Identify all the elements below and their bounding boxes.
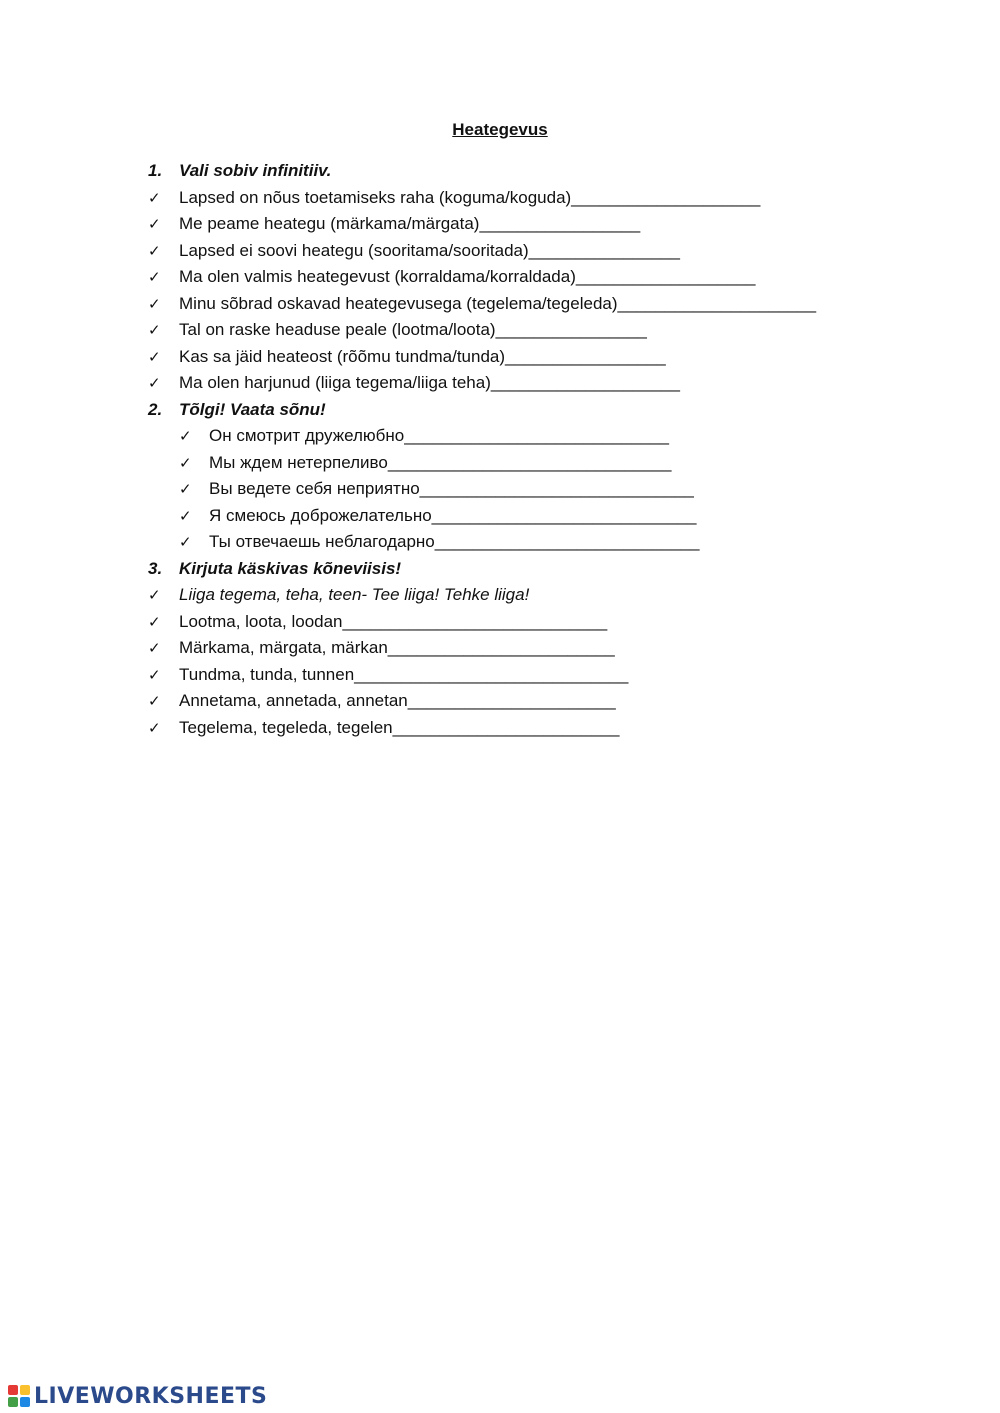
check-icon: ✓ bbox=[148, 639, 161, 657]
check-icon: ✓ bbox=[148, 692, 161, 710]
check-icon: ✓ bbox=[148, 268, 161, 286]
list-item bbox=[148, 370, 928, 397]
check-icon: ✓ bbox=[179, 453, 192, 472]
example-text: Liiga tegema, teha, teen- Tee liiga! Tehke liiga! bbox=[179, 585, 530, 604]
exercise-text: Minu sõbrad oskavad heategevusega (tegelema/tegeleda)_____________________ bbox=[179, 293, 817, 313]
exercise-text: Мы ждем нетерпеливо______________________________ bbox=[209, 452, 672, 472]
section-heading-text: Kirjuta käskivas kõneviisis! bbox=[179, 558, 402, 578]
section-number: 1. bbox=[148, 161, 163, 180]
list-item bbox=[148, 211, 928, 238]
section-number: 3. bbox=[148, 558, 163, 578]
exercise-text: Annetama, annetada, annetan______________________ bbox=[179, 691, 616, 710]
exercise-text: Я смеюсь доброжелательно____________________________ bbox=[209, 505, 697, 525]
check-icon: ✓ bbox=[148, 586, 161, 604]
page-title: Heategevus bbox=[452, 120, 548, 139]
list-item bbox=[148, 238, 928, 265]
check-icon: ✓ bbox=[179, 506, 192, 525]
check-icon: ✓ bbox=[179, 427, 192, 445]
exercise-text: Tal on raske headuse peale (lootma/loota)________________ bbox=[179, 320, 647, 339]
check-icon: ✓ bbox=[148, 188, 161, 207]
list-item bbox=[148, 635, 928, 662]
section-heading-text: Vali sobiv infinitiiv. bbox=[179, 161, 332, 180]
check-icon: ✓ bbox=[148, 321, 161, 339]
section-number: 2. bbox=[148, 399, 163, 419]
section-1-heading bbox=[148, 158, 928, 185]
logo-block bbox=[8, 1385, 18, 1395]
list-item bbox=[148, 344, 928, 371]
check-icon: ✓ bbox=[179, 533, 192, 551]
exercise-text: Lootma, loota, loodan____________________________ bbox=[179, 611, 608, 631]
exercise-text: Он смотрит дружелюбно____________________________ bbox=[209, 426, 669, 445]
exercise-text: Märkama, märgata, märkan________________________ bbox=[179, 638, 615, 657]
logo-block bbox=[20, 1385, 30, 1395]
list-item bbox=[148, 715, 928, 742]
list-item bbox=[148, 476, 928, 503]
list-item bbox=[148, 291, 928, 318]
check-icon: ✓ bbox=[148, 241, 161, 260]
section-2-heading bbox=[148, 397, 928, 424]
section-3-heading bbox=[148, 556, 928, 583]
list-item bbox=[148, 264, 928, 291]
logo-block bbox=[20, 1397, 30, 1407]
check-icon: ✓ bbox=[179, 480, 192, 498]
section-heading-text: Tõlgi! Vaata sõnu! bbox=[179, 399, 326, 419]
exercise-text: Вы ведете себя неприятно_____________________________ bbox=[209, 479, 694, 498]
logo-block bbox=[8, 1397, 18, 1407]
logo-blocks-icon bbox=[8, 1385, 30, 1407]
check-icon: ✓ bbox=[148, 665, 161, 684]
exercise-text: Tegelema, tegeleda, tegelen________________________ bbox=[179, 717, 620, 737]
liveworksheets-logo[interactable] bbox=[8, 1382, 267, 1410]
worksheet-content bbox=[148, 158, 928, 741]
check-icon: ✓ bbox=[148, 612, 161, 631]
list-item bbox=[148, 609, 928, 636]
exercise-text: Lapsed ei soovi heategu (sooritama/sooritada)________________ bbox=[179, 240, 680, 260]
check-icon: ✓ bbox=[148, 347, 161, 366]
list-item bbox=[148, 423, 928, 450]
list-item bbox=[148, 185, 928, 212]
exercise-text: Lapsed on nõus toetamiseks raha (koguma/koguda)____________________ bbox=[179, 187, 761, 207]
exercise-text: Ты отвечаешь неблагодарно____________________________ bbox=[209, 532, 700, 551]
list-item bbox=[148, 450, 928, 477]
check-icon: ✓ bbox=[148, 718, 161, 737]
list-item bbox=[148, 317, 928, 344]
logo-text: LIVEWORKSHEETS bbox=[34, 1383, 268, 1409]
check-icon: ✓ bbox=[148, 374, 161, 392]
check-icon: ✓ bbox=[148, 294, 161, 313]
exercise-text: Ma olen harjunud (liiga tegema/liiga teha)____________________ bbox=[179, 373, 680, 392]
exercise-text: Kas sa jäid heateost (rõõmu tundma/tunda)_________________ bbox=[179, 346, 666, 366]
list-item bbox=[148, 503, 928, 530]
check-icon: ✓ bbox=[148, 215, 161, 233]
exercise-text: Ma olen valmis heategevust (korraldama/korraldada)___________________ bbox=[179, 267, 756, 286]
exercise-text: Tundma, tunda, tunnen_____________________________ bbox=[179, 664, 629, 684]
list-item bbox=[148, 662, 928, 689]
list-item bbox=[148, 529, 928, 556]
example-item bbox=[148, 582, 928, 609]
list-item bbox=[148, 688, 928, 715]
exercise-text: Me peame heategu (märkama/märgata)_________________ bbox=[179, 214, 641, 233]
